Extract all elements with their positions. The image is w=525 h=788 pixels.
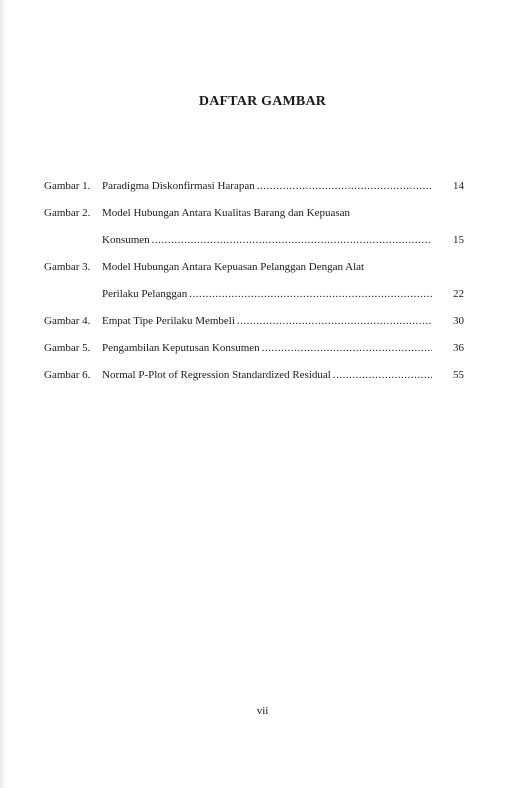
figure-page-number: 55 (453, 369, 464, 381)
figure-caption: Model Hubungan Antara Kualitas Barang dan Kepuasan (102, 207, 351, 219)
figure-page-number: 14 (453, 180, 464, 192)
dot-leader (152, 232, 432, 248)
figure-label: Gambar 1. (44, 180, 91, 192)
figure-entry (44, 367, 464, 394)
figure-entry (44, 313, 464, 340)
figure-page-number: 22 (453, 288, 464, 300)
figure-entry (44, 259, 464, 313)
figure-caption: Paradigma Diskonfirmasi Harapan (102, 180, 255, 192)
figure-page-number: 30 (453, 315, 464, 327)
dot-leader (237, 313, 432, 329)
figure-caption-continued: Perilaku Pelanggan (102, 288, 188, 300)
figure-label: Gambar 4. (44, 315, 91, 327)
figure-entry (44, 178, 464, 205)
figure-caption: Normal P-Plot of Regression Standardized Residual (102, 369, 331, 381)
figure-page-number: 36 (453, 342, 464, 354)
page-number-footer: vii (256, 705, 269, 717)
dot-leader (257, 178, 432, 194)
figure-caption: Model Hubungan Antara Kepuasan Pelanggan Dengan Alat (102, 261, 365, 273)
figure-label: Gambar 2. (44, 207, 91, 219)
figure-entry (44, 340, 464, 367)
figure-label: Gambar 5. (44, 342, 91, 354)
figure-label: Gambar 6. (44, 369, 91, 381)
page-title: DAFTAR GAMBAR (198, 94, 327, 109)
page-edge-shadow (0, 0, 6, 788)
figure-page-number: 15 (453, 234, 464, 246)
dot-leader (189, 286, 432, 302)
dot-leader (262, 340, 432, 356)
figure-caption: Pengambilan Keputusan Konsumen (102, 342, 260, 354)
figure-list (44, 178, 464, 394)
dot-leader (333, 367, 432, 383)
figure-entry (44, 205, 464, 259)
figure-caption-continued: Konsumen (102, 234, 150, 246)
figure-label: Gambar 3. (44, 261, 91, 273)
figure-caption: Empat Tipe Perilaku Membeli (102, 315, 235, 327)
